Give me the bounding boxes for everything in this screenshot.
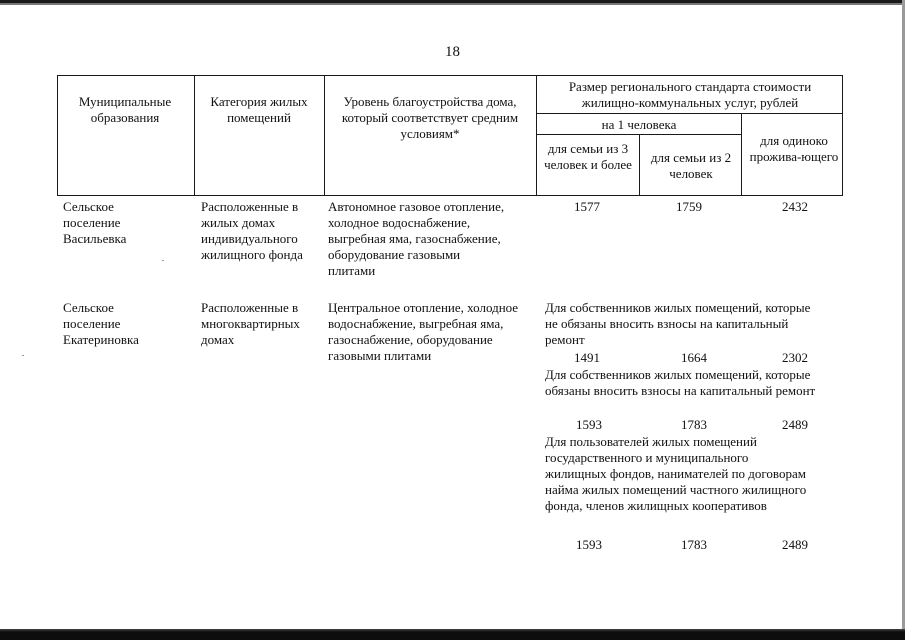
row-1-value-single: 2432 [782, 199, 808, 214]
header-family-2: для семьи из 2 человек [650, 150, 732, 181]
row-2-level: Центральное отопление, холодное водоснабжение, выгребная яма, газоснабжение, оборудование газовыми плитами [328, 300, 519, 363]
header-standard: Размер регионального стандарта стоимости жилищно-коммунальных услуг, рублей [568, 79, 812, 110]
header-standard-underline [536, 113, 843, 114]
header-municipality: Муниципальные образования [78, 94, 172, 125]
header-per-person: на 1 человека [601, 117, 677, 132]
header-family-3: для семьи из 3 человек и более [544, 141, 632, 172]
header-right-border [842, 75, 843, 196]
header-top-border [57, 75, 843, 76]
row-2-category: Расположенные в многоквартирных домах [201, 300, 300, 347]
header-single: для одиноко прожива-ющего [749, 133, 839, 164]
row-2-group-2-note: Для собственников жилых помещений, которые обязаны вносить взносы на капитальный ремонт [545, 367, 816, 398]
row-2-municipality: Сельское поселение Екатериновка [63, 300, 139, 347]
header-divider-2 [324, 75, 325, 196]
header-left-border [57, 75, 58, 196]
row-2-group-3-value-family2: 1783 [681, 537, 707, 552]
page-number: 18 [445, 44, 460, 60]
row-1-municipality: Сельское поселение Васильевка [63, 199, 127, 246]
scan-speck [22, 355, 24, 356]
row-2-group-3-value-family3: 1593 [576, 537, 602, 552]
header-divider-per-person [741, 113, 742, 196]
row-2-group-3-value-single: 2489 [782, 537, 808, 552]
row-2-group-2-value-family2: 1783 [681, 417, 707, 432]
scan-speck [162, 260, 164, 261]
row-1-value-family3: 1577 [574, 199, 600, 214]
row-2-group-1-value-family2: 1664 [681, 350, 707, 365]
row-2-group-3-note: Для пользователей жилых помещений государственного и муниципального жилищных фондов, нанимателей по договорам найма жилых помещений частного жилищного фонда, членов жилищных кооперативов [545, 434, 807, 513]
header-bottom-border [57, 195, 843, 196]
header-divider-3 [536, 75, 537, 196]
row-2-group-1-note: Для собственников жилых помещений, которые не обязаны вносить взносы на капитальный ремонт [545, 300, 811, 347]
header-divider-1 [194, 75, 195, 196]
row-2-group-1-value-single: 2302 [782, 350, 808, 365]
row-2-group-2-value-single: 2489 [782, 417, 808, 432]
header-level: Уровень благоустройства дома, который соответствует средним условиям* [341, 94, 519, 141]
row-2-group-1-value-family3: 1491 [574, 350, 600, 365]
scan-edge-top [0, 0, 905, 5]
row-1-level: Автономное газовое отопление, холодное водоснабжение, выгребная яма, газоснабжение, оборудование газовыми плитами [328, 199, 505, 278]
scan-edge-bottom [0, 629, 905, 640]
header-divider-family [639, 134, 640, 196]
row-1-value-family2: 1759 [676, 199, 702, 214]
row-2-group-2-value-family3: 1593 [576, 417, 602, 432]
row-1-category: Расположенные в жилых домах индивидуального жилищного фонда [201, 199, 303, 262]
header-category: Категория жилых помещений [210, 94, 308, 125]
